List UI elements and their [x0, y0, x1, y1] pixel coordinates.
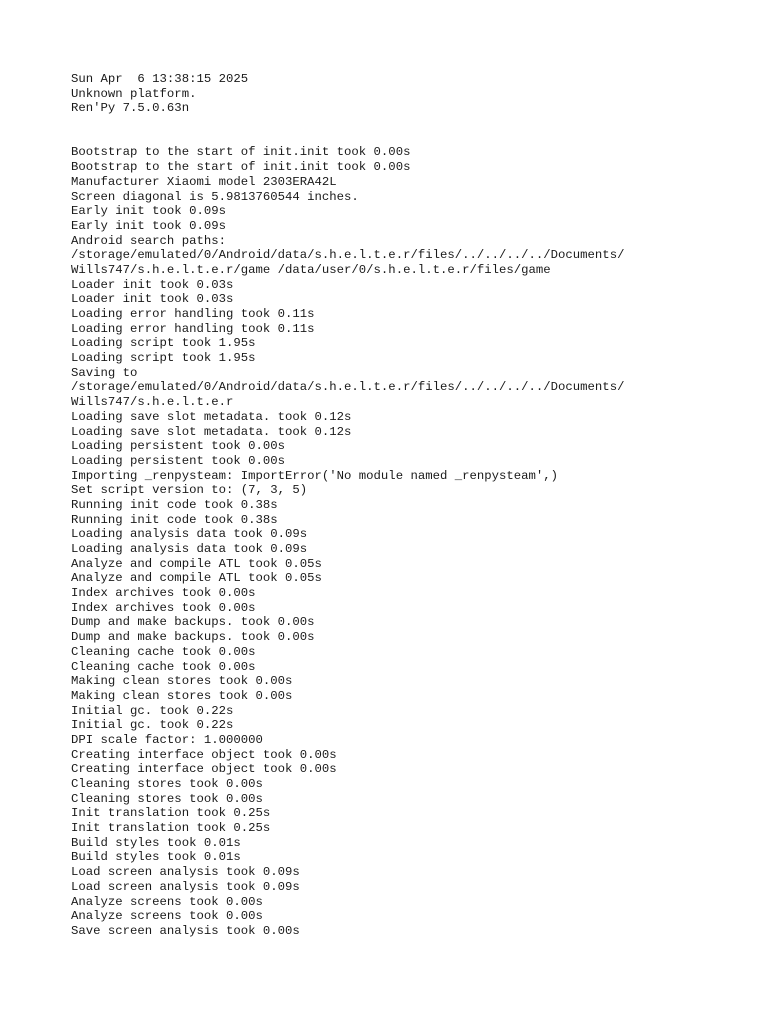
log-line: Bootstrap to the start of init.init took 0.00s: [71, 160, 411, 175]
log-line: Dump and make backups. took 0.00s: [71, 630, 315, 645]
log-line: Android search paths:: [71, 233, 226, 248]
log-line: Save screen analysis took 0.00s: [71, 923, 300, 938]
log-line: Importing _renpysteam: ImportError('No module named _renpysteam',): [71, 468, 559, 483]
log-line: Loading analysis data took 0.09s: [71, 542, 308, 556]
log-line: Loading error handling took 0.11s: [71, 307, 315, 321]
log-line: Build styles took 0.01s: [71, 835, 241, 850]
log-line: /storage/emulated/0/Android/data/s.h.e.l.t.e.r/files/../../../../Documents/: [71, 380, 625, 395]
log-line: Early init took 0.09s: [71, 218, 226, 233]
log-line: Loader init took 0.03s: [71, 277, 234, 292]
log-line: Analyze and compile ATL took 0.05s: [71, 556, 322, 571]
log-line: Loading script took 1.95s: [71, 336, 256, 351]
log-line: Bootstrap to the start of init.init took 0.00s: [71, 145, 411, 160]
log-line: Init translation took 0.25s: [71, 806, 271, 821]
log-line: Running init code took 0.38s: [71, 512, 278, 527]
log-line: Analyze screens took 0.00s: [71, 909, 263, 924]
log-line: Ren'Py 7.5.0.63n: [71, 101, 190, 116]
log-line: Analyze and compile ATL took 0.05s: [71, 571, 322, 586]
log-line: Loading persistent took 0.00s: [71, 453, 286, 468]
log-line: Sun Apr 6 13:38:15 2025: [71, 72, 249, 86]
log-line: Initial gc. took 0.22s: [71, 703, 234, 718]
log-line: Cleaning stores took 0.00s: [71, 777, 263, 791]
log-line: Loading error handling took 0.11s: [71, 321, 315, 336]
log-line: Early init took 0.09s: [71, 204, 226, 219]
log-line: Load screen analysis took 0.09s: [71, 879, 300, 894]
log-line: Loading script took 1.95s: [71, 351, 256, 366]
log-line: Loading save slot metadata. took 0.12s: [71, 424, 352, 439]
blank-line: [71, 116, 751, 131]
log-line: /storage/emulated/0/Android/data/s.h.e.l.t.e.r/files/../../../../Documents/: [71, 248, 625, 263]
log-line: Cleaning stores took 0.00s: [71, 791, 263, 806]
log-line: Manufacturer Xiaomi model 2303ERA42L: [71, 174, 337, 189]
log-line: DPI scale factor: 1.000000: [71, 732, 263, 747]
log-line: Cleaning cache took 0.00s: [71, 644, 256, 659]
log-line: Index archives took 0.00s: [71, 586, 256, 601]
log-document: [71, 72, 751, 939]
log-line: Loading save slot metadata. took 0.12s: [71, 409, 352, 424]
log-line: Init translation took 0.25s: [71, 821, 271, 836]
log-line: Saving to: [71, 365, 138, 380]
log-line: Load screen analysis took 0.09s: [71, 865, 300, 880]
log-line: Cleaning cache took 0.00s: [71, 659, 256, 674]
log-line: Making clean stores took 0.00s: [71, 674, 293, 689]
log-line: Dump and make backups. took 0.00s: [71, 615, 315, 630]
blank-line: [71, 131, 751, 146]
log-line: Set script version to: (7, 3, 5): [71, 483, 308, 498]
log-line: Creating interface object took 0.00s: [71, 747, 337, 762]
log-line: Wills747/s.h.e.l.t.e.r/game /data/user/0/s.h.e.l.t.e.r/files/game: [71, 262, 551, 277]
log-line: Build styles took 0.01s: [71, 850, 241, 865]
log-line: Loading persistent took 0.00s: [71, 439, 286, 454]
log-line: Running init code took 0.38s: [71, 497, 278, 512]
log-line: Index archives took 0.00s: [71, 600, 256, 615]
log-line: Unknown platform.: [71, 86, 197, 101]
log-line: Loader init took 0.03s: [71, 292, 234, 307]
log-line: Making clean stores took 0.00s: [71, 688, 293, 703]
log-line: Analyze screens took 0.00s: [71, 894, 263, 909]
log-line: Screen diagonal is 5.9813760544 inches.: [71, 189, 359, 204]
log-line: Initial gc. took 0.22s: [71, 718, 234, 733]
log-line: Loading analysis data took 0.09s: [71, 527, 308, 542]
log-line: Creating interface object took 0.00s: [71, 762, 337, 777]
log-line: Wills747/s.h.e.l.t.e.r: [71, 395, 234, 410]
